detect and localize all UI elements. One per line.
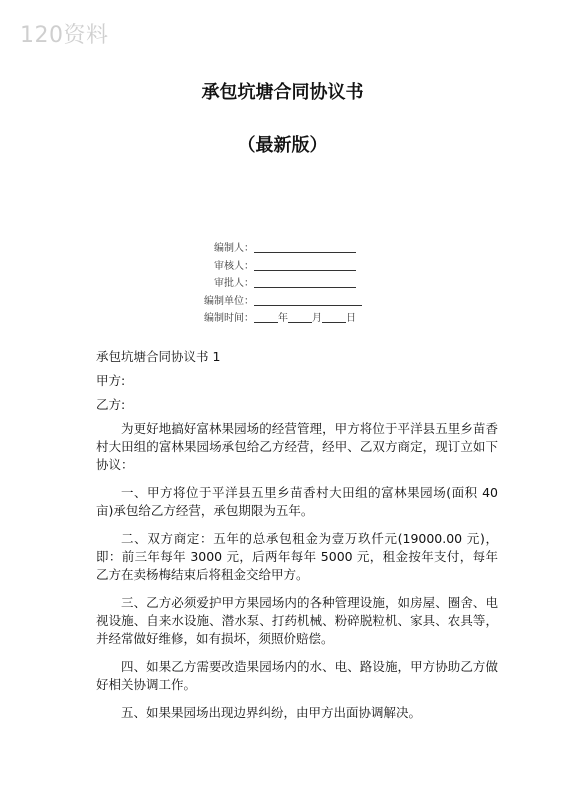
day-label: 日 [346, 313, 356, 324]
clause-5: 五、如果果园场出现边界纠纷，由甲方出面协调解决。 [121, 705, 422, 720]
contract-body [96, 348, 498, 722]
clause-1: 一、甲方将位于平洋县五里乡苗香村大田组的富林果园场(面积 40 亩)承包给乙方经营，承包期限为五年。 [96, 485, 498, 518]
approver-row [200, 275, 362, 293]
reviewer-blank [254, 258, 356, 271]
compiler-row [200, 240, 362, 258]
compiler-blank [254, 240, 356, 253]
reviewer-label: 审核人： [214, 260, 254, 272]
clause-2: 二、双方商定：五年的总承包租金为壹万玖仟元(19000.00 元)，即：前三年每年 3000 元，后两年每年 5000 元，租金按年支付，每年乙方在卖杨梅结束后将租金交给甲方。 [96, 531, 498, 582]
unit-row [200, 293, 362, 311]
reviewer-row [200, 258, 362, 276]
signoff-block [200, 240, 362, 328]
date-row [200, 310, 362, 328]
clause-3: 三、乙方必须爱护甲方果园场内的各种管理设施，如房屋、圈舍、电视设施、自来水设施、潜水泵、打药机械、粉碎脱粒机、家具、农具等，并经常做好维修，如有损坏，须照价赔偿。 [96, 595, 498, 646]
compiler-label: 编制人： [214, 243, 254, 254]
approver-label: 审批人： [214, 278, 254, 289]
unit-blank [254, 293, 362, 306]
year-blank [254, 310, 278, 323]
month-blank [288, 310, 312, 323]
watermark: 120资料 [20, 23, 109, 48]
approver-blank [254, 275, 356, 288]
party-b: 乙方: [96, 397, 126, 412]
year-label: 年 [278, 313, 288, 324]
day-blank [322, 310, 346, 323]
document-title: 承包坑塘合同协议书 [201, 82, 364, 103]
document-edition: （最新版） [237, 135, 328, 156]
clause-4: 四、如果乙方需要改造果园场内的水、电、路设施，甲方协助乙方做好相关协调工作。 [96, 659, 498, 692]
contract-intro: 为更好地搞好富林果园场的经营管理，甲方将位于平洋县五里乡苗香村大田组的富林果园场承包给乙方经营，经甲、乙双方商定，现订立如下协议： [96, 421, 498, 472]
unit-label: 编制单位： [204, 295, 254, 307]
party-a: 甲方: [96, 373, 126, 388]
month-label: 月 [312, 313, 322, 324]
contract-heading: 承包坑塘合同协议书 1 [96, 349, 221, 364]
date-label: 编制时间： [204, 313, 254, 324]
